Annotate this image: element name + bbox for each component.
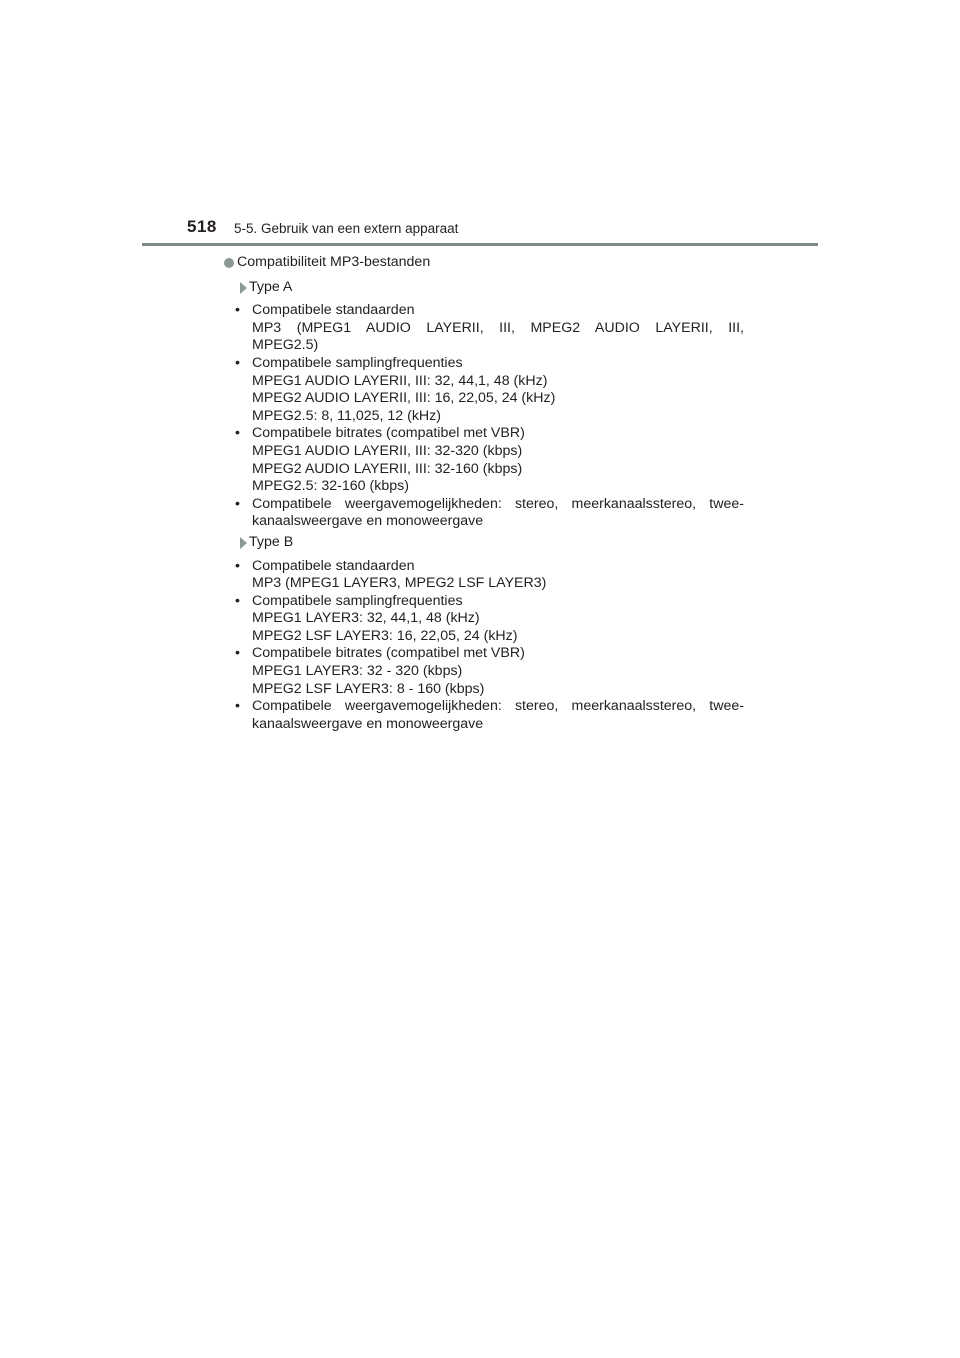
list-item-title: Compatibele bitrates (compatibel met VBR) xyxy=(252,645,525,662)
bullet-icon: • xyxy=(235,592,240,609)
triangle-right-icon xyxy=(240,282,247,294)
list-item-line: MPEG1 LAYER3: 32, 44,1, 48 (kHz) xyxy=(252,610,480,627)
type-a-label xyxy=(224,279,744,297)
page-header xyxy=(0,0,960,250)
bullet-icon: • xyxy=(235,557,240,574)
type-b-label-text: Type B xyxy=(249,533,294,550)
list-item-line: MPEG2 AUDIO LAYERII, III: 16, 22,05, 24 (kHz) xyxy=(252,390,556,407)
list-item xyxy=(224,645,744,698)
list-item xyxy=(224,496,744,531)
list-item-title: Compatibele weergavemogelijkheden: stereo, meerkanaalsstereo, twee- xyxy=(252,698,744,715)
main-content xyxy=(224,254,744,736)
header-divider xyxy=(142,243,818,246)
list-item-line: MPEG2 AUDIO LAYERII, III: 32-160 (kbps) xyxy=(252,460,523,477)
list-item xyxy=(224,558,744,593)
list-item-line: kanaalsweergave en monoweergave xyxy=(252,513,484,530)
list-item-line: MPEG1 AUDIO LAYERII, III: 32-320 (kbps) xyxy=(252,442,523,459)
list-item-title: Compatibele bitrates (compatibel met VBR) xyxy=(252,425,525,442)
bullet-icon: • xyxy=(235,495,240,512)
list-item-title: Compatibele standaarden xyxy=(252,557,415,574)
type-b-label xyxy=(224,534,744,552)
list-item-line: MPEG2.5) xyxy=(252,337,319,354)
list-item-line: MPEG2.5: 32-160 (kbps) xyxy=(252,478,409,495)
section-heading-text: Compatibiliteit MP3-bestanden xyxy=(237,254,431,270)
list-item-line: MPEG2 LSF LAYER3: 16, 22,05, 24 (kHz) xyxy=(252,627,518,644)
list-item-title: Compatibele standaarden xyxy=(252,302,415,319)
list-item xyxy=(224,593,744,646)
list-item-line: MPEG1 LAYER3: 32 - 320 (kbps) xyxy=(252,663,463,680)
list-item-line: MP3 (MPEG1 AUDIO LAYERII, III, MPEG2 AUDIO LAYERII, III, xyxy=(252,319,744,336)
list-item-line: MP3 (MPEG1 LAYER3, MPEG2 LSF LAYER3) xyxy=(252,575,547,592)
bullet-icon: • xyxy=(235,302,240,319)
bullet-icon: • xyxy=(235,425,240,442)
list-item-line: MPEG1 AUDIO LAYERII, III: 32, 44,1, 48 (kHz) xyxy=(252,372,548,389)
list-item-line: kanaalsweergave en monoweergave xyxy=(252,715,484,732)
page-number: 518 xyxy=(187,217,217,236)
type-a-label-text: Type A xyxy=(249,278,293,295)
list-item-title: Compatibele weergavemogelijkheden: stereo, meerkanaalsstereo, twee- xyxy=(252,495,744,512)
list-item xyxy=(224,355,744,425)
bullet-icon: • xyxy=(235,698,240,715)
section-title: 5-5. Gebruik van een extern apparaat xyxy=(234,221,459,236)
bullet-icon: • xyxy=(235,354,240,371)
list-item xyxy=(224,698,744,733)
list-item-title: Compatibele samplingfrequenties xyxy=(252,592,463,609)
circle-bullet-icon xyxy=(224,258,234,268)
type-a-list xyxy=(224,302,744,531)
type-b-list xyxy=(224,558,744,734)
section-heading xyxy=(224,254,744,272)
bullet-icon: • xyxy=(235,645,240,662)
list-item xyxy=(224,425,744,495)
list-item xyxy=(224,302,744,355)
triangle-right-icon xyxy=(240,537,247,549)
list-item-line: MPEG2 LSF LAYER3: 8 - 160 (kbps) xyxy=(252,680,485,697)
list-item-line: MPEG2.5: 8, 11,025, 12 (kHz) xyxy=(252,407,441,424)
list-item-title: Compatibele samplingfrequenties xyxy=(252,354,463,371)
